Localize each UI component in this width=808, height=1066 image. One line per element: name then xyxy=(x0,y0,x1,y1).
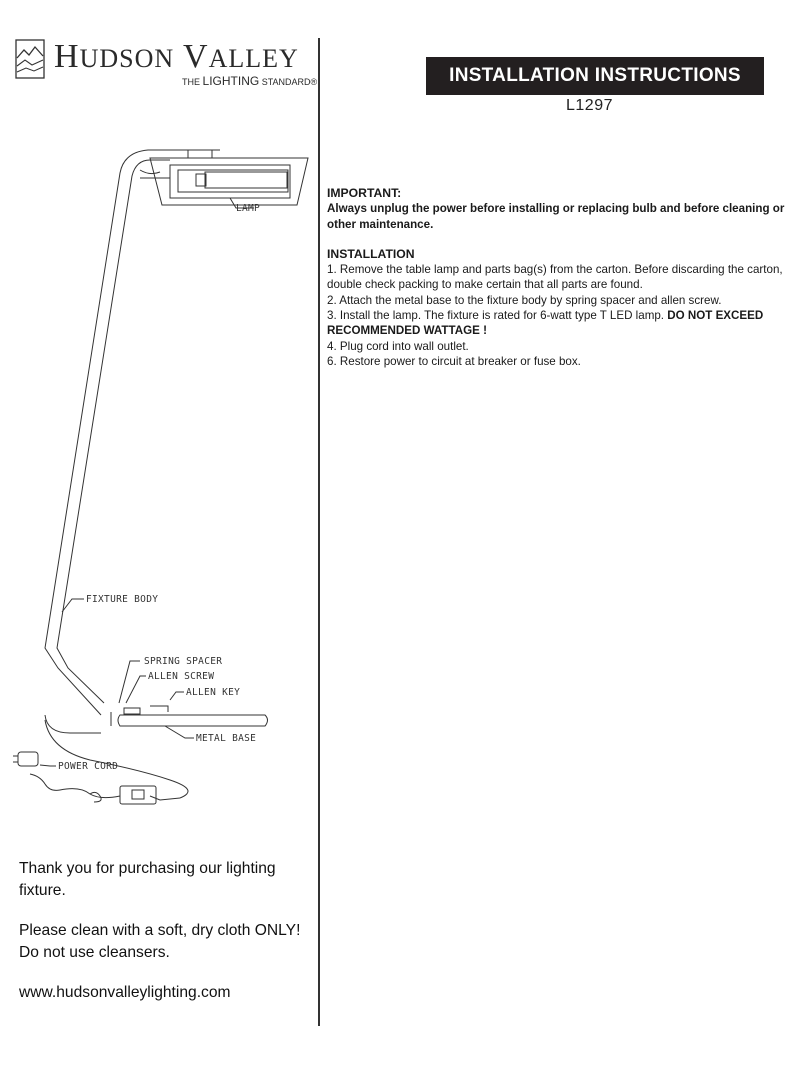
metal-base-label: METAL BASE xyxy=(196,733,257,744)
thanks-text: Thank you for purchasing our lighting fixture. xyxy=(19,860,276,899)
cleaning-note: Please clean with a soft, dry cloth ONLY! xyxy=(19,922,301,939)
step-4: 4. Plug cord into wall outlet. xyxy=(327,339,469,353)
column-divider xyxy=(318,38,320,1026)
cleanser-warning: Do not use cleansers. xyxy=(19,944,170,961)
thanks-section xyxy=(19,858,309,1004)
spring-spacer-label: SPRING SPACER xyxy=(144,656,223,667)
brand-logo xyxy=(14,36,318,90)
step-2: 2. Attach the metal base to the fixture body by spring spacer and allen screw. xyxy=(327,293,722,307)
mountain-logo-icon xyxy=(14,36,48,82)
step-3: 3. Install the lamp. The fixture is rated for 6-watt type T LED lamp. DO NOT EXCEED RECOMMENDED WATTAGE ! xyxy=(327,309,764,338)
lamp-label: LAMP xyxy=(236,203,261,214)
allen-key-label: ALLEN KEY xyxy=(186,687,241,698)
power-cord-label: POWER CORD xyxy=(58,761,119,772)
wattage-warning: DO NOT EXCEED RECOMMENDED WATTAGE ! xyxy=(327,309,764,338)
step-6: 6. Restore power to circuit at breaker or fuse box. xyxy=(327,354,581,368)
installation-heading: INSTALLATION xyxy=(327,246,415,261)
important-heading: IMPORTANT: xyxy=(327,186,402,200)
step-1: 1. Remove the table lamp and parts bag(s) from the carton. Before discarding the carton, double check packing to make certain that all parts are found. xyxy=(327,263,783,292)
website-link[interactable]: www.hudsonvalleylighting.com xyxy=(19,984,231,1001)
model-number: L1297 xyxy=(566,97,613,114)
instructions-section xyxy=(327,186,799,369)
lamp-diagram xyxy=(0,140,318,840)
allen-screw-label: ALLEN SCREW xyxy=(148,671,215,682)
important-text: Always unplug the power before installing or replacing bulb and before cleaning or other maintenance. xyxy=(327,202,785,231)
fixture-body-label: FIXTURE BODY xyxy=(86,594,159,605)
brand-tagline: THE LIGHTING STANDARD® xyxy=(182,74,318,88)
page-title: INSTALLATION INSTRUCTIONS xyxy=(426,57,764,95)
brand-name: HUDSON VALLEY xyxy=(54,38,299,75)
